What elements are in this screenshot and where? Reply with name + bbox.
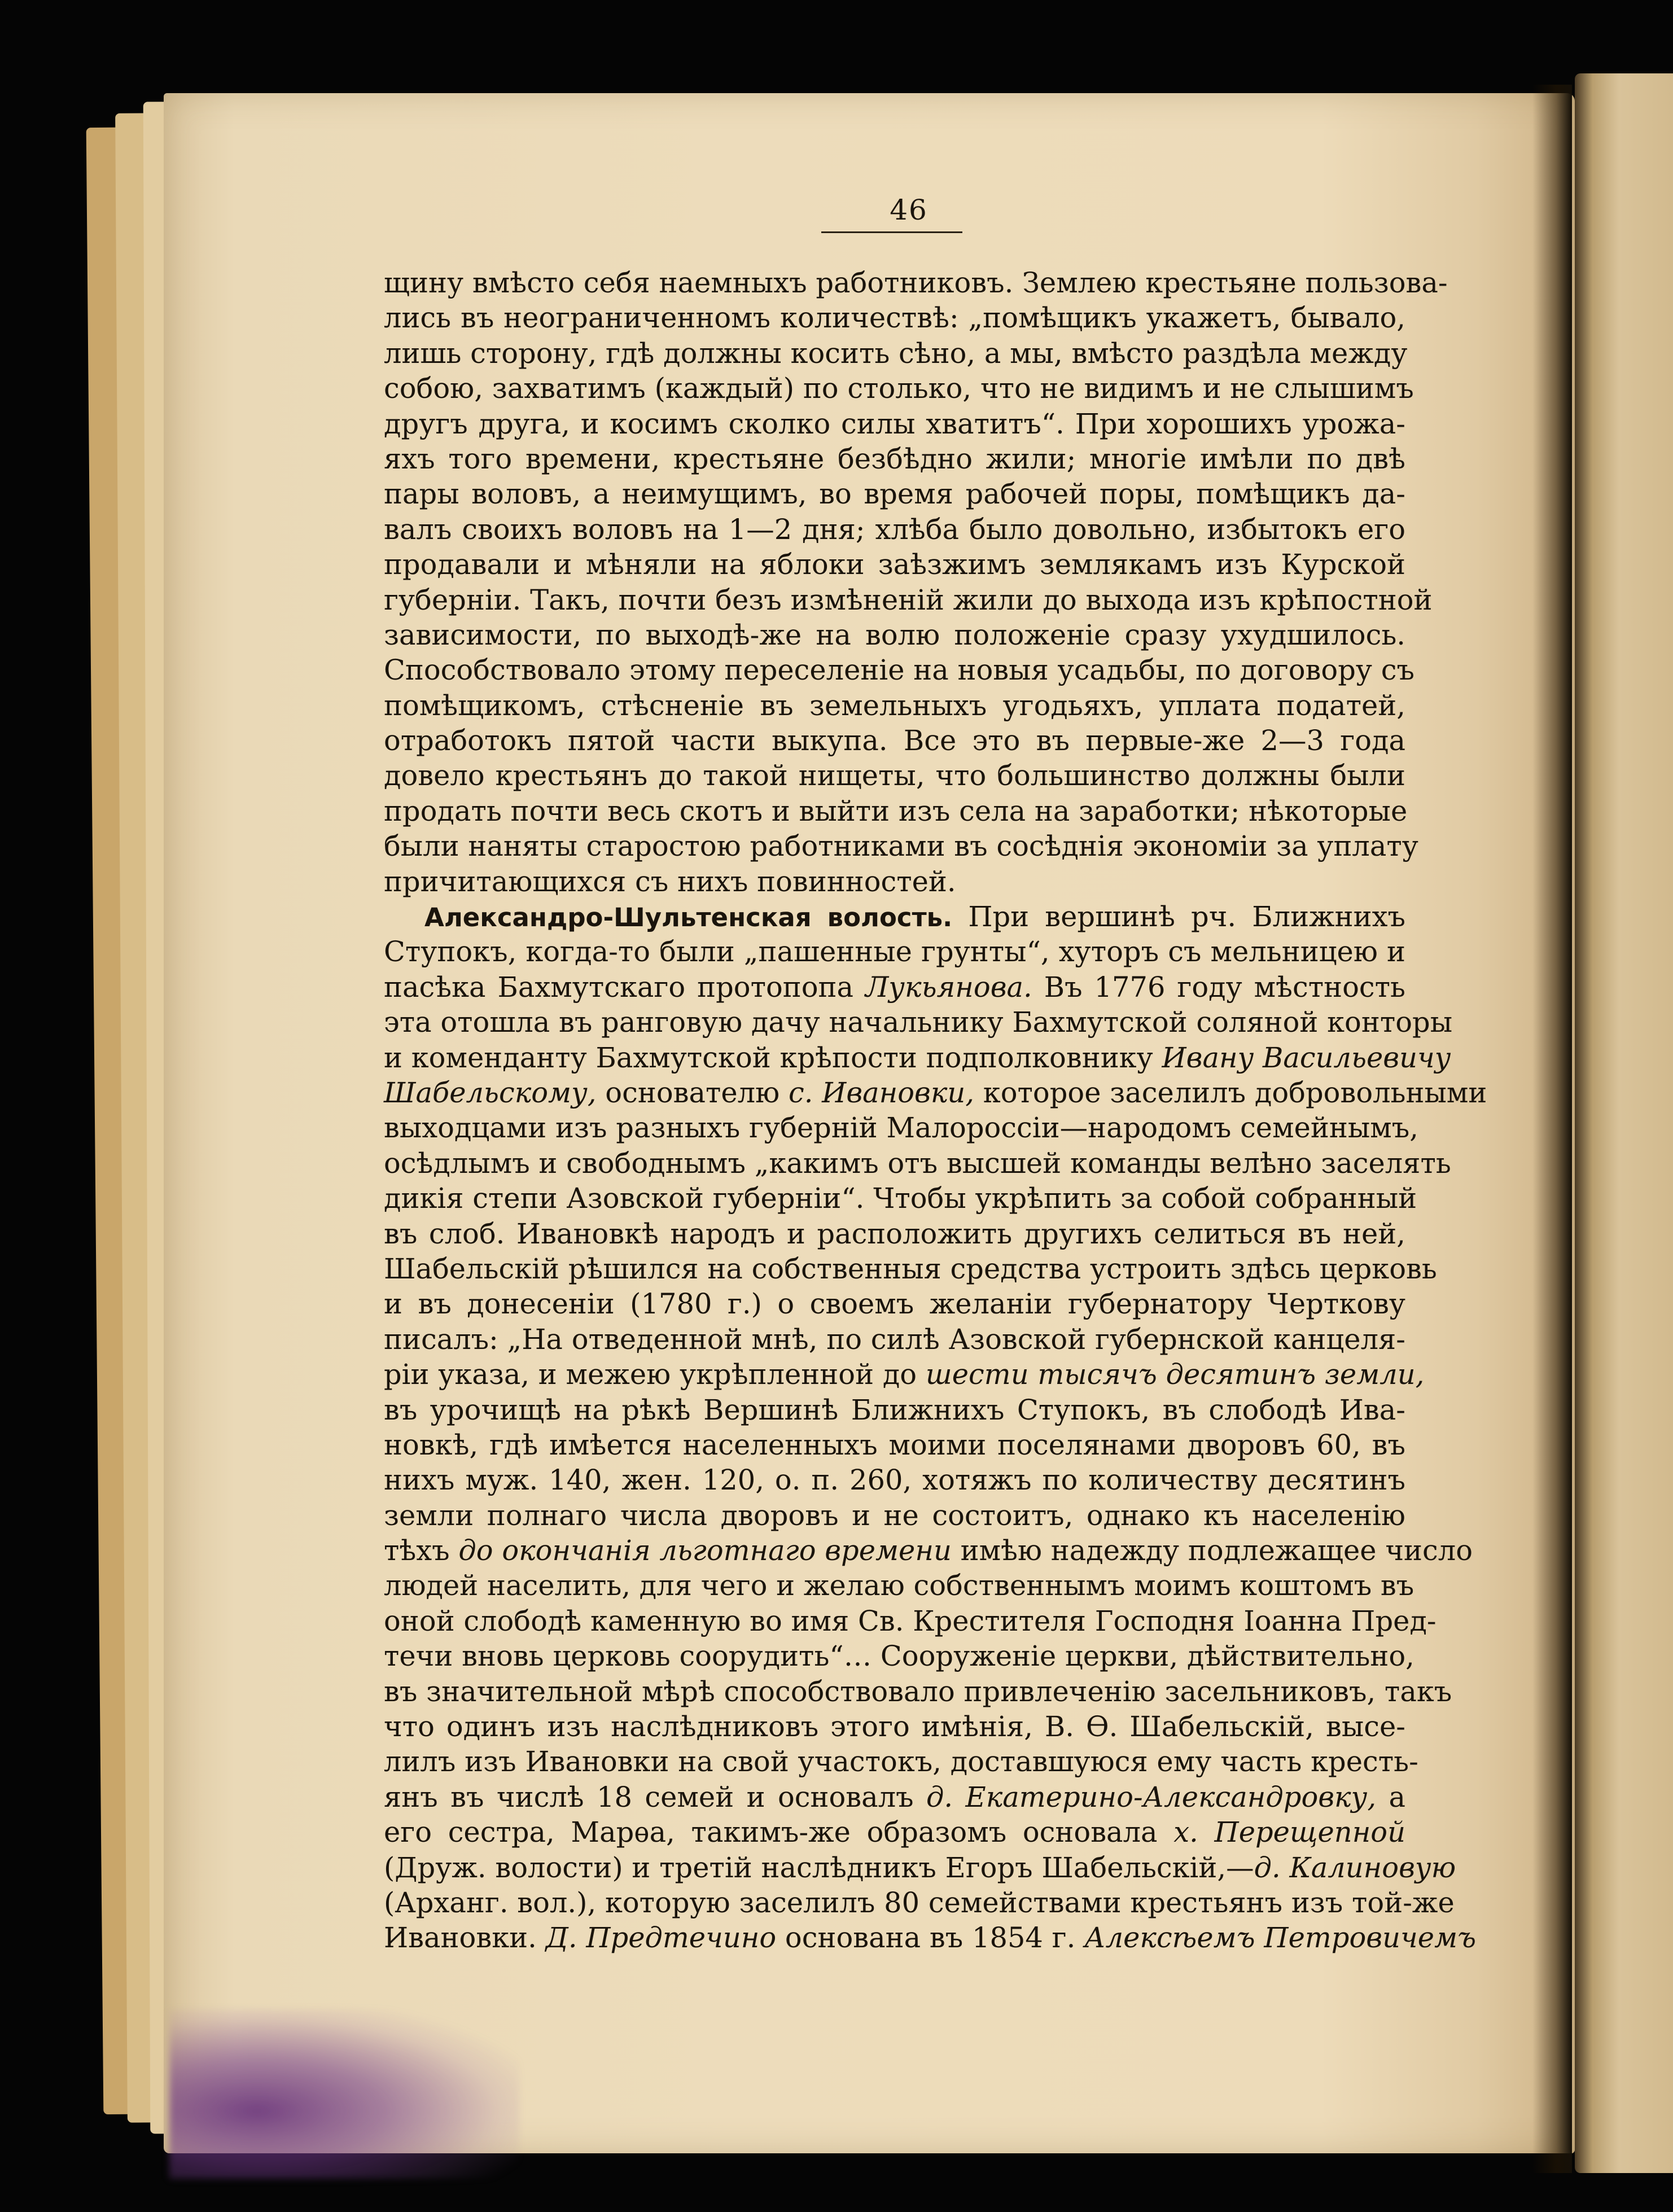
section-first-line — [384, 899, 1405, 934]
text-line: земли полнаго числа дворовъ и не состоитъ, однако къ населенію — [384, 1499, 1405, 1532]
text-line: другъ друга, и косимъ сколко силы хватитъ“. При хорошихъ урожа- — [384, 407, 1405, 440]
text-segment: янъ въ числѣ 18 семей и основалъ — [384, 1780, 914, 1814]
text-segment: а — [1389, 1780, 1405, 1814]
text-line: новкѣ, гдѣ имѣется населенныхъ моими поселянами дворовъ 60, въ — [384, 1428, 1405, 1461]
text-line — [384, 970, 1405, 1005]
italic-name: д. Калиновую — [1254, 1851, 1456, 1884]
text-segment: основана въ 1854 г. — [785, 1921, 1076, 1955]
text-line: щину вмѣсто себя наемныхъ работниковъ. Землею крестьяне пользова- — [384, 266, 1448, 299]
text-line: писалъ: „На отведенной мнѣ, по силѣ Азовской губернской канцеля- — [384, 1322, 1405, 1356]
book-gutter — [1532, 85, 1572, 2173]
text-line: дикія степи Азовской губерніи“. Чтобы укрѣпить за собой собранный — [384, 1182, 1417, 1215]
text-line: что одинъ изъ наслѣдниковъ этого имѣнія, В. Ѳ. Шабельскій, высе- — [384, 1710, 1405, 1744]
text-line: людей населить, для чего и желаю собственнымъ моимъ коштомъ въ — [384, 1569, 1414, 1602]
text-line — [384, 1357, 1425, 1392]
text-line: лилъ изъ Ивановки на свой участокъ, доставшуюся ему часть кресть- — [384, 1745, 1418, 1779]
page-number: 46 — [890, 194, 928, 226]
text-segment: основателю — [605, 1076, 780, 1109]
text-segment: Въ 1776 году мѣстность — [1044, 970, 1405, 1004]
italic-phrase: до окончанія льготнаго времени — [458, 1534, 952, 1567]
text-line: валъ своихъ воловъ на 1—2 дня; хлѣба было довольно, избытокъ его — [384, 513, 1405, 546]
text-line: и въ донесеніи (1780 г.) о своемъ желаніи губернатору Черткову — [384, 1287, 1405, 1321]
text-segment: которое заселилъ добровольными — [983, 1076, 1487, 1109]
text-line — [384, 1780, 1405, 1815]
text-line: въ урочищѣ на рѣкѣ Вершинѣ Ближнихъ Ступокъ, въ слободѣ Ива- — [384, 1393, 1405, 1426]
text-segment: пасѣка Бахмутскаго протопопа — [384, 970, 854, 1004]
text-line: собою, захватимъ (каждый) по столько, что не видимъ и не слышимъ — [384, 372, 1414, 405]
text-segment: его сестра, Марѳа, такимъ-же образомъ основала — [384, 1816, 1158, 1849]
text-line: оной слободѣ каменную во имя Св. Крестителя Господня Іоанна Пред- — [384, 1604, 1436, 1637]
text-line: причитающихся съ нихъ повинностей. — [384, 865, 956, 898]
text-line: лишь сторону, гдѣ должны косить сѣно, а мы, вмѣсто раздѣла между — [384, 336, 1408, 370]
text-line — [384, 1075, 1487, 1110]
ink-stain — [169, 2009, 519, 2179]
text-line: продать почти весь скотъ и выйти изъ села на заработки; нѣкоторые — [384, 794, 1408, 827]
facing-page-edge — [1575, 73, 1673, 2173]
text-line: выходцами изъ разныхъ губерній Малороссіи—народомъ семейнымъ, — [384, 1111, 1418, 1145]
text-line: помѣщикомъ, стѣсненіе въ земельныхъ угодьяхъ, уплата податей, — [384, 689, 1405, 722]
text-line: довело крестьянъ до такой нищеты, что большинство должны были — [384, 759, 1405, 792]
text-line: пары воловъ, а неимущимъ, во время рабочей поры, помѣщикъ да- — [384, 478, 1405, 511]
text-segment: тѣхъ — [384, 1534, 450, 1567]
text-line: нихъ муж. 140, жен. 120, о. п. 260, хотяжъ по количеству десятинъ — [384, 1464, 1405, 1497]
text-line: течи вновь церковь соорудить“… Сооруженіе церкви, дѣйствительно, — [384, 1640, 1414, 1673]
text-segment: При вершинѣ рч. Ближнихъ — [968, 900, 1405, 934]
italic-phrase: шести тысячъ десятинъ земли, — [925, 1358, 1425, 1391]
page-number-rule — [821, 231, 962, 233]
italic-name: Лукьянова. — [865, 970, 1032, 1004]
text-line: были наняты старостою работниками въ сосѣднія экономіи за уплату — [384, 830, 1418, 863]
text-line: яхъ того времени, крестьяне безбѣдно жили; многіе имѣли по двѣ — [384, 442, 1405, 475]
italic-name: д. Екатерино-Александровку, — [926, 1780, 1377, 1814]
body-text — [384, 265, 1487, 1956]
italic-name: Алексѣемъ Петровичемъ — [1084, 1921, 1477, 1955]
italic-name: Ивану Васильевичу — [1162, 1041, 1451, 1074]
text-line: (Арханг. вол.), которую заселилъ 80 семействами крестьянъ изъ той-же — [384, 1886, 1455, 1919]
text-segment: имѣю надежду подлежащее число — [960, 1534, 1473, 1567]
text-line — [384, 1533, 1473, 1568]
text-segment: и коменданту Бахмутской крѣпости подполковнику — [384, 1041, 1153, 1074]
text-line: въ слоб. Ивановкѣ народъ и расположить другихъ селиться въ ней, — [384, 1217, 1405, 1250]
text-line — [384, 1040, 1451, 1075]
text-line: осѣдлымъ и свободнымъ „какимъ отъ высшей команды велѣно заселять — [384, 1146, 1451, 1180]
text-line: Шабельскій рѣшился на собственныя средства устроить здѣсь церковь — [384, 1252, 1437, 1285]
text-line — [384, 1850, 1456, 1885]
text-line: лись въ неограниченномъ количествѣ: „помѣщикъ укажетъ, бывало, — [384, 301, 1405, 335]
text-segment: (Друж. волости) и третій наслѣдникъ Егоръ Шабельскій,— — [384, 1851, 1254, 1884]
text-line: губерніи. Такъ, почти безъ измѣненій жили до выхода изъ крѣпостной — [384, 583, 1433, 616]
text-line — [384, 1920, 1477, 1955]
text-line: продавали и мѣняли на яблоки заѣзжимъ землякамъ изъ Курской — [384, 548, 1405, 581]
text-line: зависимости, по выходѣ-же на волю положеніе сразу ухудшилось. — [384, 618, 1405, 651]
text-line — [384, 1815, 1405, 1850]
text-line: отработокъ пятой части выкупа. Все это въ первые-же 2—3 года — [384, 724, 1405, 757]
text-line: Способствовало этому переселеніе на новыя усадьбы, по договору съ — [384, 654, 1414, 687]
text-segment: Ивановки. — [384, 1921, 537, 1955]
italic-name: х. Перещепной — [1173, 1816, 1405, 1849]
section-heading: Александро-Шультенская волость. — [424, 903, 953, 933]
text-line: въ значительной мѣрѣ способствовало привлеченію засельниковъ, такъ — [384, 1675, 1452, 1708]
italic-name: с. Ивановки, — [788, 1076, 975, 1109]
italic-name: Шабельскому, — [384, 1076, 597, 1109]
italic-name: Д. Предтечино — [545, 1921, 777, 1955]
text-segment: ріи указа, и межею укрѣпленной до — [384, 1358, 917, 1391]
text-line: Ступокъ, когда-то были „пашенные грунты“, хуторъ съ мельницею и — [384, 935, 1405, 969]
text-line: эта отошла въ ранговую дачу начальнику Бахмутской соляной конторы — [384, 1006, 1453, 1039]
